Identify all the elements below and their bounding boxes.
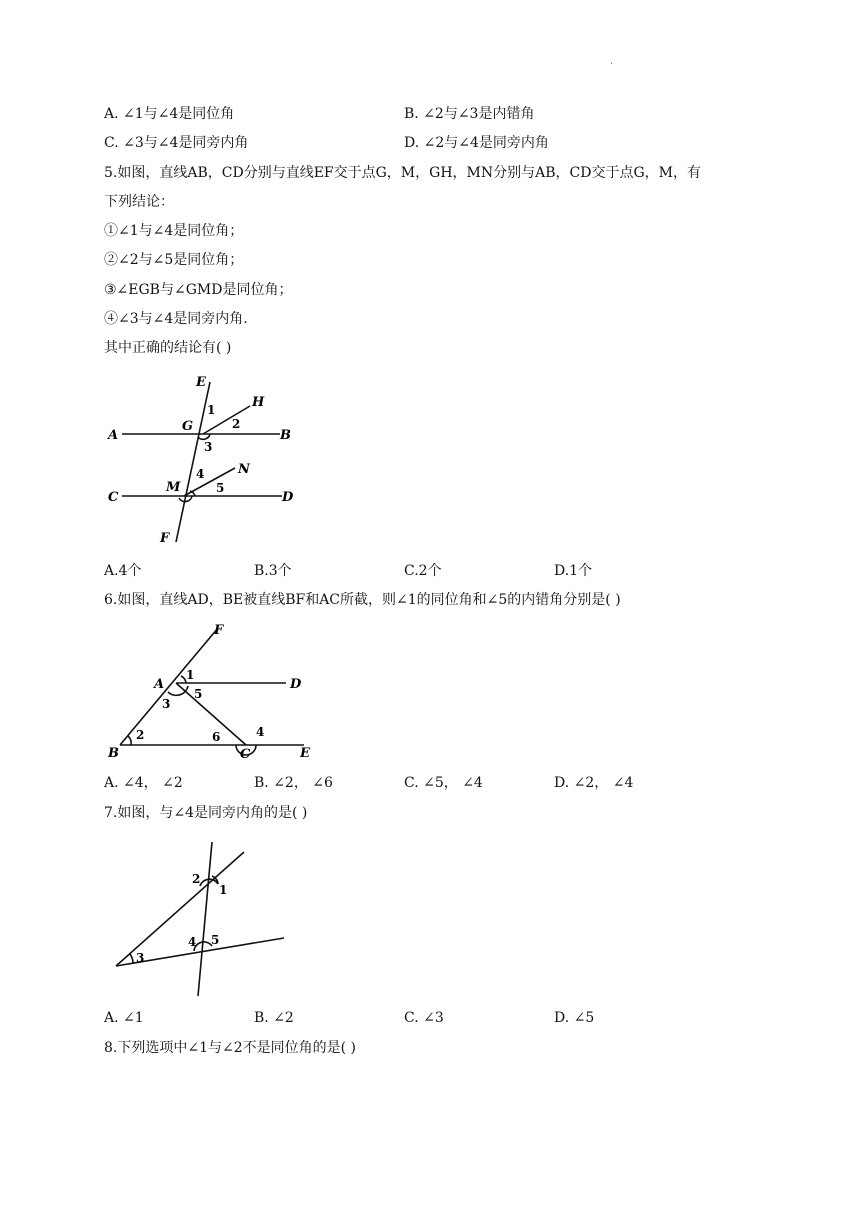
q6-label-d: D xyxy=(290,677,302,692)
q7-angle-1: 1 xyxy=(219,883,228,897)
q5-angle-1: 1 xyxy=(207,403,216,417)
q6-figure xyxy=(100,620,330,765)
q6-option-c: C. ∠5， ∠4 xyxy=(404,775,483,791)
q5-angle-5: 5 xyxy=(216,481,225,495)
q5-statement-4: ④∠3与∠4是同旁内角. xyxy=(104,311,248,327)
q6-option-a: A. ∠4， ∠2 xyxy=(104,775,183,791)
q7-figure xyxy=(100,838,300,1003)
q6-stem: 6.如图，直线AD，BE被直线BF和AC所截，则∠1的同位角和∠5的内错角分别是( ) xyxy=(104,592,621,608)
q5-line-ef xyxy=(176,382,213,542)
q5-label-d: D xyxy=(282,490,294,505)
q8-stem: 8.下列选项中∠1与∠2不是同位角的是( ) xyxy=(104,1040,357,1056)
q6-arc-b xyxy=(128,736,131,745)
q6-angle-3: 3 xyxy=(162,697,171,711)
q7-angle-3: 3 xyxy=(136,951,145,965)
q6-option-d: D. ∠2， ∠4 xyxy=(554,775,634,791)
q5-label-c: C xyxy=(108,490,119,505)
q5-label-e: E xyxy=(196,375,206,390)
q5-option-a: A.4个 xyxy=(104,563,142,579)
q7-angle-4: 4 xyxy=(188,935,197,949)
q5-option-b: B.3个 xyxy=(254,563,292,579)
q5-statement-3: ③∠EGB与∠GMD是同位角； xyxy=(104,282,293,298)
q5-figure xyxy=(100,370,320,550)
header-mark: . xyxy=(610,56,614,67)
q6-arc-a xyxy=(168,686,188,695)
q7-angle-2: 2 xyxy=(192,872,201,886)
q5-label-n: N xyxy=(238,462,250,477)
q5-question: 其中正确的结论有( ) xyxy=(104,340,232,356)
q7-line-upper xyxy=(116,852,244,966)
q5-stem-line2: 下列结论： xyxy=(104,194,174,210)
q4-option-c: C. ∠3与∠4是同旁内角 xyxy=(104,135,249,151)
q7-option-d: D. ∠5 xyxy=(554,1010,595,1026)
q7-angle-5: 5 xyxy=(211,933,220,947)
q5-statement-1: ①∠1与∠4是同位角； xyxy=(104,223,244,239)
q5-option-c: C.2个 xyxy=(404,563,442,579)
q6-angle-4: 4 xyxy=(256,725,265,739)
q5-label-g: G xyxy=(182,419,194,434)
q6-segment-ac xyxy=(176,683,246,745)
q7-option-b: B. ∠2 xyxy=(254,1010,294,1026)
q6-label-e: E xyxy=(300,746,310,761)
q6-angle-6: 6 xyxy=(212,730,221,744)
q6-angle-2: 2 xyxy=(136,728,145,742)
q5-label-b: B xyxy=(280,428,291,443)
q6-line-bf xyxy=(120,628,221,745)
q5-statement-2: ②∠2与∠5是同位角； xyxy=(104,252,244,268)
q5-label-h: H xyxy=(252,395,265,410)
q6-label-c: C xyxy=(240,747,251,762)
q5-label-a: A xyxy=(108,428,119,443)
q5-angle-3: 3 xyxy=(204,440,213,454)
q5-angle-2: 2 xyxy=(232,417,241,431)
q6-label-f: F xyxy=(214,623,224,638)
q6-angle-1: 1 xyxy=(186,668,195,682)
q5-option-d: D.1个 xyxy=(554,563,593,579)
q5-angle-4: 4 xyxy=(196,467,205,481)
q5-label-m: M xyxy=(166,480,181,495)
q4-option-d: D. ∠2与∠4是同旁内角 xyxy=(404,135,549,151)
q4-option-b: B. ∠2与∠3是内错角 xyxy=(404,106,535,122)
q4-option-a: A. ∠1与∠4是同位角 xyxy=(104,106,235,122)
q5-stem-line1: 5.如图，直线AB，CD分别与直线EF交于点G，M，GH，MN分别与AB，CD交于点G，M，有 xyxy=(104,165,701,181)
q7-option-a: A. ∠1 xyxy=(104,1010,144,1026)
q7-transversal xyxy=(198,842,212,996)
q7-arc-3 xyxy=(130,954,133,963)
q6-angle-5: 5 xyxy=(194,687,203,701)
q7-option-c: C. ∠3 xyxy=(404,1010,444,1026)
q6-option-b: B. ∠2， ∠6 xyxy=(254,775,333,791)
q5-label-f: F xyxy=(160,531,170,546)
q7-stem: 7.如图，与∠4是同旁内角的是( ) xyxy=(104,805,308,821)
q6-label-b: B xyxy=(108,746,119,761)
q6-label-a: A xyxy=(154,677,165,692)
